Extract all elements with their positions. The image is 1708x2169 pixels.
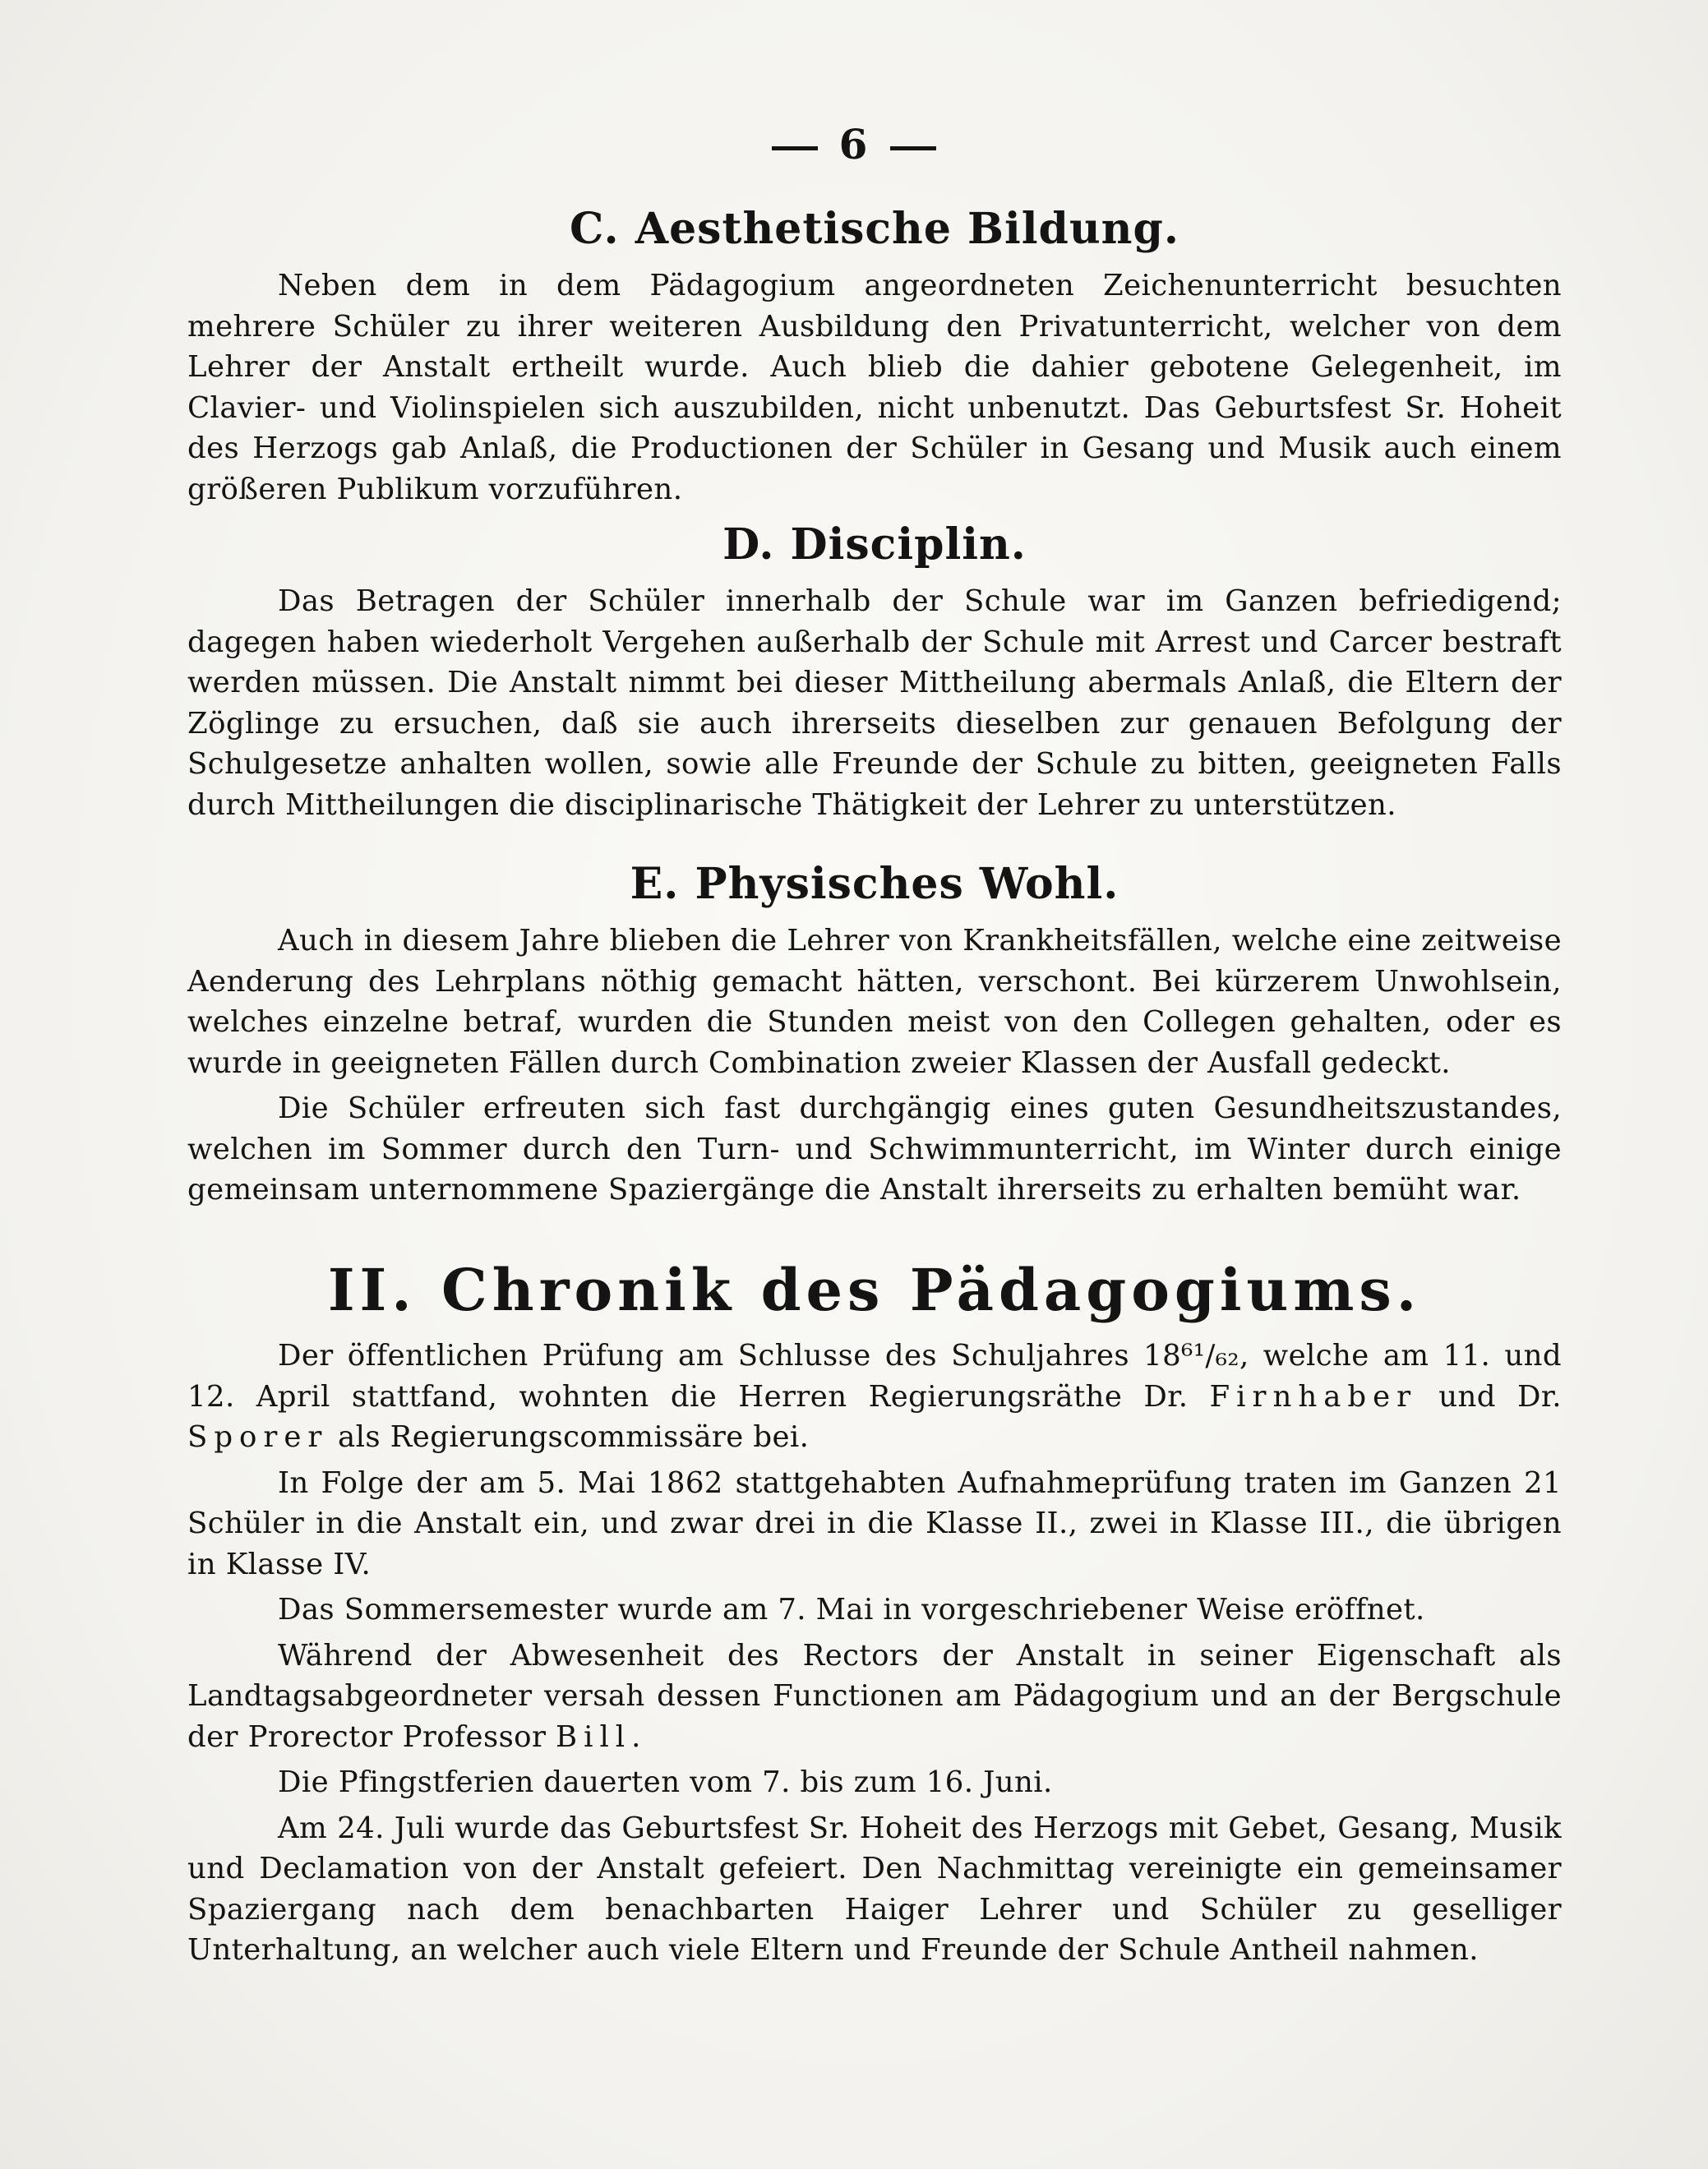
section-e-heading: E. Physisches Wohl.: [630, 859, 1119, 909]
dash-right: [890, 146, 936, 150]
section-d-paragraph: Das Betragen der Schüler innerhalb der Schule war im Ganzen befriedigend; dagegen haben wiederholt Vergehen außerhalb der Schule mit Arrest und Carcer bestraft werden müssen. Die Anstalt nimmt bei dieser Mittheilung abermals Anlaß, die Eltern der Zöglinge zu ersuchen, daß sie auch ihrerseits dieselben zur genauen Befolgung der Schulgesetze anhalten wollen, sowie alle Freunde der Schule zu bitten, geeigneten Falls durch Mittheilungen die disciplinarische Thätigkeit der Lehrer zu unterstützen.: [187, 584, 1562, 822]
name-sporer: Sporer: [187, 1420, 329, 1454]
page-number: [0, 120, 1708, 168]
chronik-p1-text-c: als Regierungscommissäre bei.: [328, 1420, 810, 1454]
name-bill: Bill: [556, 1719, 632, 1754]
chronik-p4-text-b: .: [631, 1719, 641, 1754]
section-e-paragraph-2: Die Schüler erfreuten sich fast durchgängig eines guten Gesundheitszustandes, welchen im Sommer durch den Turn- und Schwimmunterricht, im Winter durch einige gemeinsam unternommene Spaziergänge die Anstalt ihrerseits zu erhalten bemüht war.: [187, 1091, 1562, 1207]
chronik-paragraph-2: In Folge der am 5. Mai 1862 stattgehabten Aufnahmeprüfung traten im Ganzen 21 Schüler in die Anstalt ein, und zwar drei in die Klasse II., zwei in Klasse III., die übrigen in Klasse IV.: [187, 1465, 1562, 1581]
section-c-paragraph: Neben dem in dem Pädagogium angeordneten Zeichenunterricht besuchten mehrere Schüler zu ihrer weiteren Ausbildung den Privatunterricht, welcher von dem Lehrer der Anstalt ertheilt wurde. Auch blieb die dahier gebotene Gelegenheit, im Clavier- und Violinspielen sich auszubilden, nicht unbenutzt. Das Geburtsfest Sr. Hoheit des Herzogs gab Anlaß, die Productionen der Schüler in Gesang und Musik auch einem größeren Publikum vorzuführen.: [187, 269, 1562, 506]
chronik-paragraph-6: Am 24. Juli wurde das Geburtsfest Sr. Hoheit des Herzogs mit Gebet, Gesang, Musik und Declamation von der Anstalt gefeiert. Den Nachmittag vereinigte ein gemeinsamer Spaziergang nach dem benachbarten Haiger Lehrer und Schüler zu geselliger Unterhaltung, an welcher auch viele Eltern und Freunde der Schule Antheil nahmen.: [187, 1811, 1562, 1967]
section-d: [187, 519, 1562, 830]
dash-left: [772, 146, 818, 150]
page-number-value: 6: [838, 120, 870, 168]
chronik-p1-text-a: Der öffentlichen Prüfung am Schlusse des Schuljahres 18⁶¹/₆₂, welche am 11. und 12. April stattfand, wohnten die Herren Regierungsräthe Dr.: [187, 1339, 1562, 1414]
chronik-paragraph-3: Das Sommersemester wurde am 7. Mai in vorgeschriebener Weise eröffnet.: [278, 1593, 1425, 1627]
chronik-heading: II. Chronik des Pädagogiums.: [327, 1256, 1422, 1324]
section-c: [187, 204, 1562, 515]
section-e-paragraph-1: Auch in diesem Jahre blieben die Lehrer von Krankheitsfällen, welche eine zeitweise Aenderung des Lehrplans nöthig gemacht hätten, verschont. Bei kürzerem Unwohlsein, welches einzelne betraf, wurden die Stunden meist von den Collegen gehalten, oder es wurde in geeigneten Fällen durch Combination zweier Klassen der Ausfall gedeckt.: [187, 924, 1562, 1080]
chronik-paragraph-1: [187, 1336, 1562, 1458]
chronik-paragraph-4: [187, 1636, 1562, 1758]
chronik-p4-text-a: Während der Abwesenheit des Rectors der Anstalt in seiner Eigenschaft als Landtagsabgeordneter versah dessen Functionen am Pädagogium und an der Bergschule der Prorector Professor: [187, 1638, 1562, 1754]
chronik-section: [187, 1256, 1562, 1976]
chronik-p1-text-b: und Dr.: [1417, 1379, 1562, 1414]
name-firnhaber: Firnhaber: [1209, 1379, 1418, 1414]
section-d-heading: D. Disciplin.: [722, 519, 1027, 570]
section-e: [187, 859, 1562, 1216]
section-c-heading: C. Aesthetische Bildung.: [570, 204, 1179, 254]
chronik-paragraph-5: Die Pfingstferien dauerten vom 7. bis zum 16. Juni.: [278, 1765, 1053, 1799]
